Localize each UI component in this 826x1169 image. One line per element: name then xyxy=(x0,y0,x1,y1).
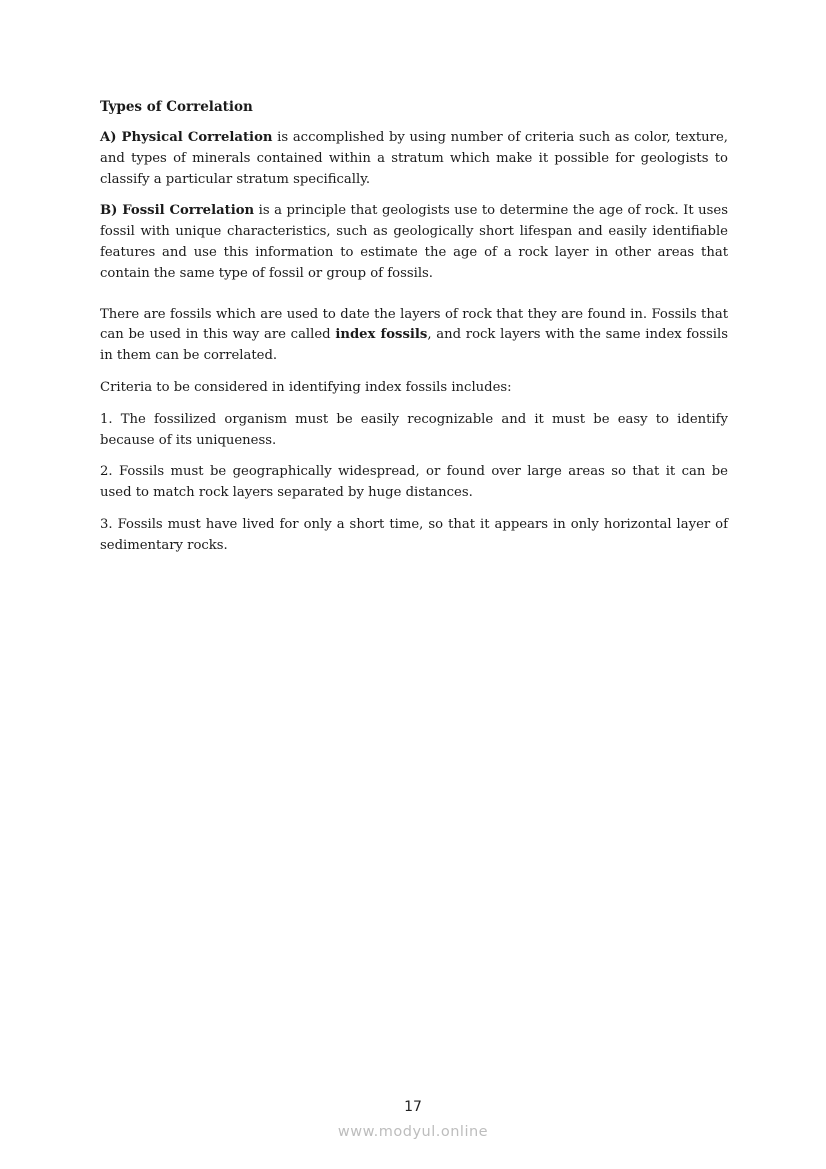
page-content xyxy=(100,99,728,568)
fossil-correlation-text: is a principle that geologists use to determine the age of rock. It uses fossil with unique characteristics, such as geologically short lifespan and easily identifiable features and use this information to estimate the age of a rock layer in other areas that contain the same type of fossil or group of fossils. xyxy=(100,203,728,281)
criteria-item-3: 3. Fossils must have lived for only a short time, so that it appears in only horizontal layer of sedimentary rocks. xyxy=(100,516,728,553)
section-heading: Types of Correlation xyxy=(100,99,253,115)
index-fossils-term: index fossils xyxy=(335,327,428,343)
index-fossils-pre: There are fossils which are used to date the layers of rock that they are found in. Fossils that can be used in this way are called xyxy=(100,306,728,343)
criteria-item-1: 1. The fossilized organism must be easily recognizable and it must be easy to identify because of its uniqueness. xyxy=(100,411,728,448)
paragraph-fossil-correlation xyxy=(100,201,728,284)
criteria-item-2: 2. Fossils must be geographically widespread, or found over large areas so that it can be used to match rock layers separated by huge distances. xyxy=(100,464,728,501)
criteria-intro: Criteria to be considered in identifying index fossils includes: xyxy=(100,379,512,395)
physical-correlation-lead: A) Physical Correlation xyxy=(100,130,273,145)
page-number: 17 xyxy=(404,1099,422,1115)
physical-correlation-text: is accomplished by using number of criteria such as color, texture, and types of minerals contained within a stratum which make it possible for geologists to classify a particular stratum specifically. xyxy=(100,130,728,187)
paragraph-physical-correlation xyxy=(100,128,728,190)
fossil-correlation-lead: B) Fossil Correlation xyxy=(100,203,255,219)
watermark: www.modyul.online xyxy=(337,1124,489,1140)
index-fossils-post: , and rock layers with the same index fossils in them can be correlated. xyxy=(100,327,728,364)
paragraph-index-fossils xyxy=(100,305,728,367)
